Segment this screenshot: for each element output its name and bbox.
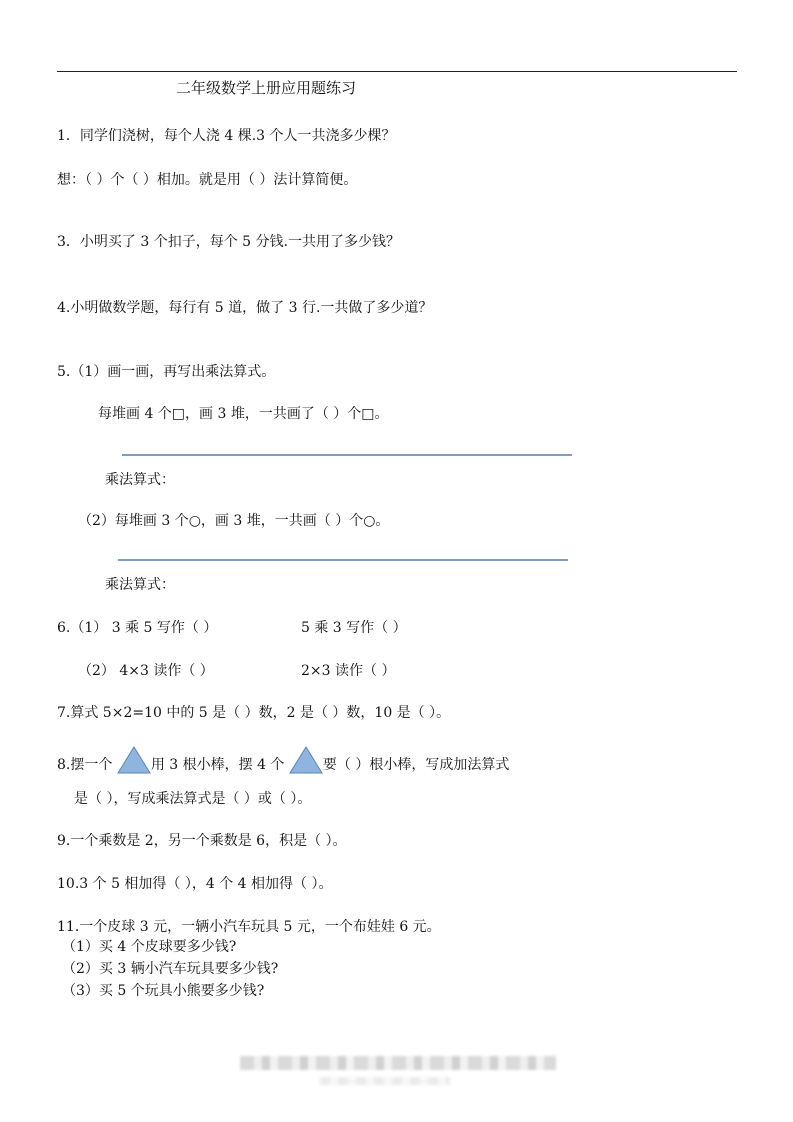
triangle-icon <box>289 746 323 774</box>
question-6-part-1a: 6.（1） 3 乘 5 写作（ ） <box>57 620 218 636</box>
blurred-footer-sub <box>320 1077 450 1085</box>
question-5-part-1: 每堆画 4 个□，画 3 堆，一共画了（ ）个□。 <box>98 406 389 422</box>
question-9: 9.一个乘数是 2，另一个乘数是 6，积是（ ）。 <box>57 833 347 849</box>
question-8-text-c: 要（ ）根小棒，写成加法算式 <box>322 757 510 773</box>
question-5-part-2: （2）每堆画 3 个○，画 3 堆，一共画（ ）个○。 <box>78 513 390 529</box>
question-11-part-3: （3）买 5 个玩具小熊要多少钱? <box>62 983 265 999</box>
drawing-line-2 <box>118 559 568 561</box>
header-rule <box>57 71 737 72</box>
question-3: 3．小明买了 3 个扣子，每个 5 分钱.一共用了多少钱？ <box>57 234 400 250</box>
question-5-heading: 5.（1）画一画，再写出乘法算式。 <box>57 364 276 380</box>
question-6-part-2b: 2×3 读作（ ） <box>301 663 396 679</box>
question-1: 1．同学们浇树，每个人浇 4 棵.3 个人一共浇多少棵？ <box>57 128 396 144</box>
drawing-line-1 <box>122 454 572 456</box>
question-4: 4.小明做数学题，每行有 5 道，做了 3 行.一共做了多少道？ <box>57 300 433 316</box>
question-11-part-2: （2）买 3 辆小汽车玩具要多少钱? <box>62 961 279 977</box>
question-5-part-1-formula: 乘法算式： <box>105 472 175 488</box>
question-8-line-1 <box>57 746 509 774</box>
question-8-text-b: 用 3 根小棒，摆 4 个 <box>150 757 285 773</box>
question-10: 10.3 个 5 相加得（ ），4 个 4 相加得（ ）。 <box>57 876 333 892</box>
triangle-icon <box>117 746 151 774</box>
question-8-line-2: 是（ ），写成乘法算式是（ ）或（ ）。 <box>74 791 312 807</box>
page-title: 二年级数学上册应用题练习 <box>176 79 357 97</box>
question-6-part-2a: （2） 4×3 读作（ ） <box>78 663 214 679</box>
question-11: 11.一个皮球 3 元，一辆小汽车玩具 5 元，一个布娃娃 6 元。 <box>57 919 441 935</box>
question-11-part-1: （1）买 4 个皮球要多少钱? <box>62 939 237 955</box>
question-5-part-2-formula: 乘法算式： <box>105 577 175 593</box>
question-8-text-a: 8.摆一个 <box>57 757 113 773</box>
blurred-footer <box>240 1056 556 1070</box>
question-6-part-1b: 5 乘 3 写作（ ） <box>301 620 407 636</box>
question-1-hint: 想：（ ）个（ ）相加。就是用（ ）法计算简便。 <box>57 172 358 188</box>
question-7: 7.算式 5×2=10 中的 5 是（ ）数，2 是（ ）数，10 是（ ）。 <box>57 705 451 721</box>
